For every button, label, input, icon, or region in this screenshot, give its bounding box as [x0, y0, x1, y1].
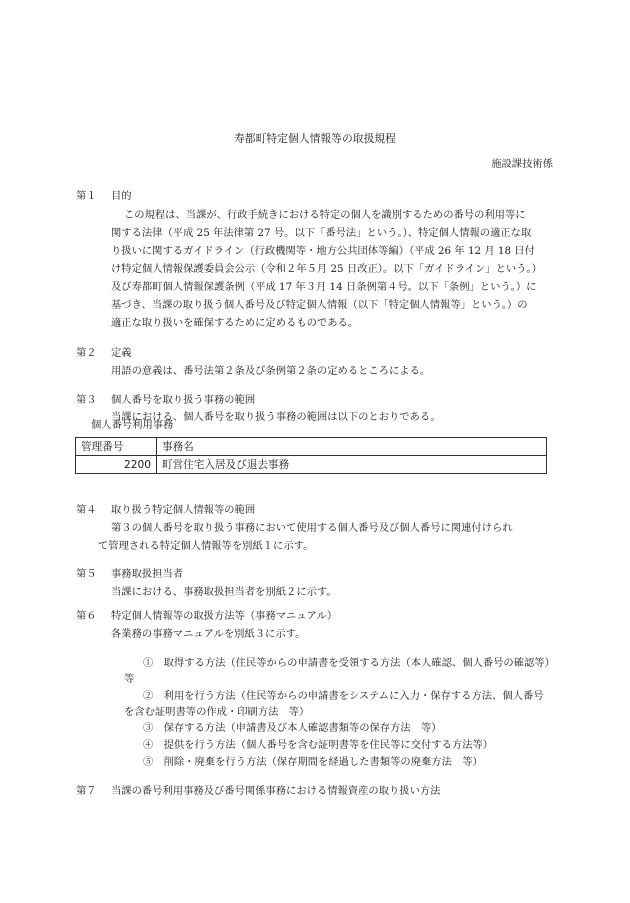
section-1-number: 第１ — [76, 190, 97, 202]
list-item: ⑤ 削除・廃棄を行う方法（保存期間を経過した書類等の廃棄方法 等） — [143, 756, 483, 768]
list-item: ① 取得する方法（住民等からの申請書を受領する方法（本人確認、個人番号の確認等） — [143, 657, 555, 669]
section-5-number: 第５ — [76, 568, 97, 580]
section-7-title: 当課の番号利用事務及び番号関係事務における情報資産の取り扱い方法 — [111, 785, 441, 797]
section-6-line: 各業務の事務マニュアルを別紙３に示す。 — [111, 628, 306, 640]
section-2-line: 用語の意義は、番号法第２条及び条例第２条の定めるところによる。 — [111, 365, 431, 377]
section-3-line: 当課における、個人番号を取り扱う事務の範囲は以下のとおりである。 — [111, 411, 441, 423]
list-item-continuation: を含む証明書等の作成・印刷方法 等） — [124, 706, 310, 718]
section-4-number: 第４ — [76, 504, 97, 516]
list-item: ③ 保存する方法（申請書及び本人確認書類等の保存方法 等） — [143, 722, 442, 734]
section-4-line: 第３の個人番号を取り扱う事務において使用する個人番号及び個人番号に関連付けられ — [111, 522, 513, 534]
section-3-number: 第３ — [76, 394, 97, 406]
section-1-line: 及び寿都町個人情報保護条例（平成 17 年３月 14 日条例第４号。以下「条例」という。）に — [111, 281, 537, 293]
section-1-line: 基づき、当課の取り扱う個人番号及び特定個人情報（以下「特定個人情報等」という。）の — [111, 299, 528, 311]
section-1-line: け特定個人情報保護委員会公示（令和２年５月 25 日改正）。以下「ガイドライン」という。） — [111, 263, 542, 275]
section-6-number: 第６ — [76, 610, 97, 622]
section-1-title: 目的 — [111, 190, 132, 202]
list-item: ② 利用を行う方法（住民等からの申請書をシステムに入力・保存する方法、個人番号 — [143, 690, 544, 702]
list-item: ④ 提供を行う方法（個人番号を含む証明書等を住民等に交付する方法等） — [143, 739, 494, 751]
table-row — [76, 456, 547, 474]
section-4-line: て管理される特定個人情報等を別紙１に示す。 — [98, 540, 314, 552]
table-header-cell: 事務名 — [157, 438, 547, 456]
document-title: 寿都町特定個人情報等の取扱規程 — [234, 132, 396, 145]
jimu-table — [75, 437, 547, 474]
section-7-number: 第７ — [76, 785, 97, 797]
section-1-line: 適正な取り扱いを確保するために定めるものである。 — [111, 317, 359, 329]
section-1-line: この規程は、当課が、行政手続きにおける特定の個人を識別するための番号の利用等に — [124, 209, 526, 221]
section-4-title: 取り扱う特定個人情報等の範囲 — [111, 504, 256, 516]
table-header-row — [76, 438, 547, 456]
section-2-title: 定義 — [111, 347, 132, 359]
section-5-title: 事務取扱担当者 — [111, 568, 184, 580]
section-3-title: 個人番号を取り扱う事務の範囲 — [111, 394, 256, 406]
list-item-continuation: 等 — [124, 673, 135, 685]
section-5-line: 当課における、事務取扱担当者を別紙２に示す。 — [111, 586, 337, 598]
table-header-cell: 管理番号 — [76, 438, 157, 456]
section-1-line: 関する法律（平成 25 年法律第 27 号。以下「番号法」という。）、特定個人情報の適正な取 — [111, 227, 532, 239]
section-6-title: 特定個人情報等の取扱方法等（事務マニュアル） — [111, 610, 338, 622]
section-1-line: り扱いに関するガイドライン（行政機関等・地方公共団体等編）（平成 26 年 12 月 18 日付 — [111, 245, 535, 257]
table-cell-name: 町営住宅入居及び退去事務 — [157, 456, 547, 474]
department-name: 施設課技術係 — [491, 158, 553, 170]
table-caption: 個人番号利用事務 — [91, 419, 174, 431]
table-cell-number: 2200 — [76, 456, 157, 474]
section-2-number: 第２ — [76, 347, 97, 359]
